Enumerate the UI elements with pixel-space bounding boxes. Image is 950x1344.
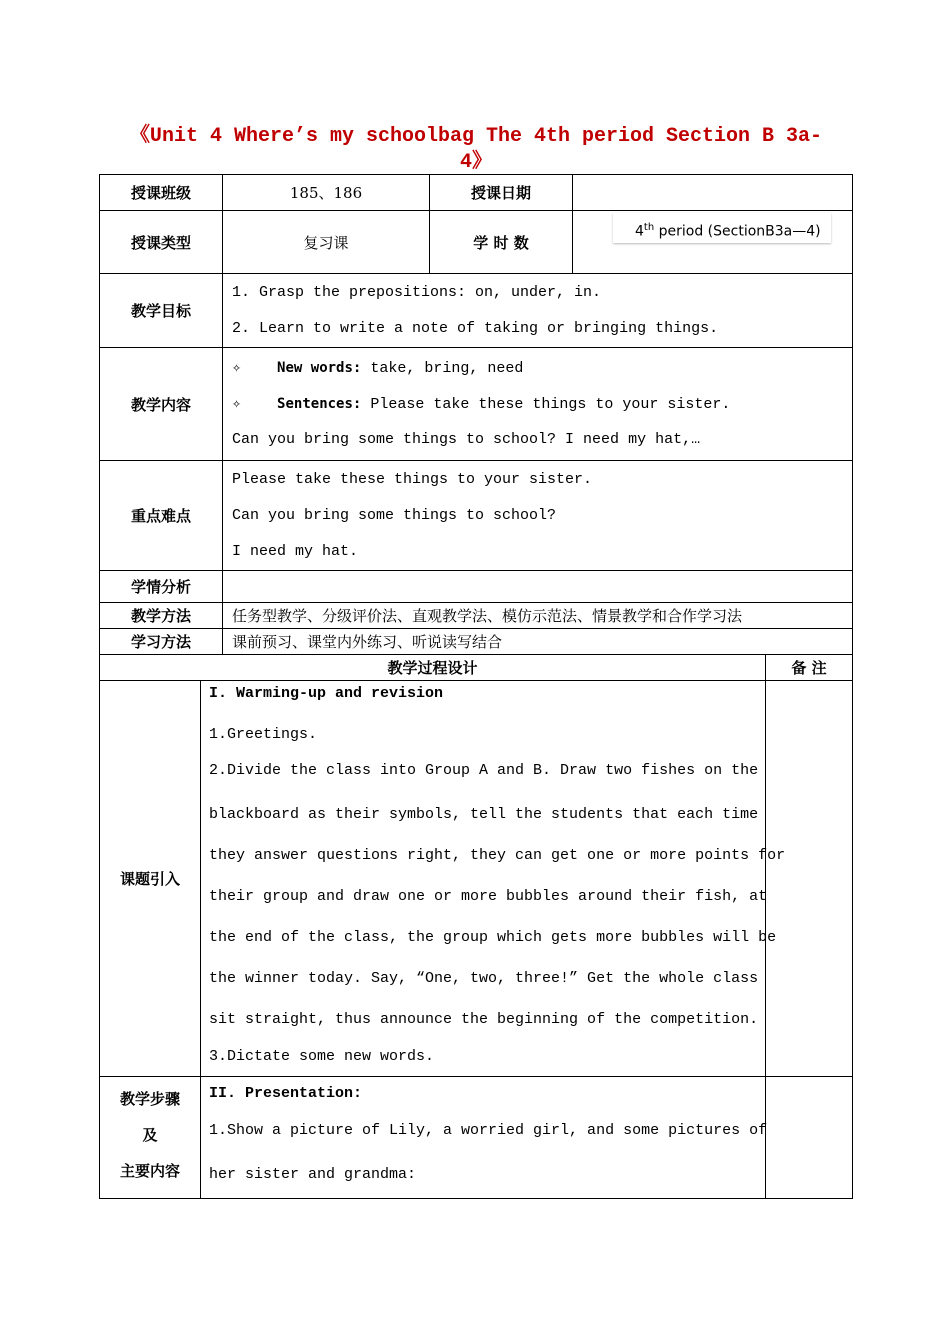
study-value: 课前预习、课堂内外练习、听说读写结合	[223, 629, 853, 655]
type-value: 复习课	[223, 211, 430, 274]
intro-body	[201, 681, 786, 1077]
key-body	[223, 461, 853, 571]
intro-line: blackboard as their symbols, tell the students that each time	[209, 806, 759, 823]
hours-value	[573, 211, 853, 274]
key-label: 重点难点	[100, 461, 223, 571]
analysis-label: 学情分析	[100, 571, 223, 603]
process-table	[99, 654, 853, 1199]
method-label: 教学方法	[100, 603, 223, 629]
intro-line: they answer questions right, they can get one or more points for	[209, 847, 786, 864]
method-value: 任务型教学、分级评价法、直观教学法、模仿示范法、情景教学和合作学习法	[223, 603, 853, 629]
goals-content	[223, 274, 853, 348]
goals-label: 教学目标	[100, 274, 223, 348]
intro-line: 2.Divide the class into Group A and B. Draw two fishes on the	[209, 762, 759, 779]
content-body	[223, 348, 853, 461]
analysis-value	[223, 571, 853, 603]
intro-line: sit straight, thus announce the beginning of the competition.	[209, 1011, 759, 1028]
bullet-icon: ✧	[232, 360, 242, 377]
content-line: Can you bring some things to school? I need my hat,…	[232, 431, 701, 448]
new-words-line: ✧ New words: take, bring, need	[232, 360, 524, 377]
steps-line: 1.Show a picture of Lily, a worried girl, and some pictures of	[209, 1122, 768, 1139]
content-label: 教学内容	[100, 348, 223, 461]
intro-label: 课题引入	[100, 681, 201, 1077]
steps-label: 教学步骤 及 主要内容	[100, 1077, 201, 1199]
intro-greet: 1.Greetings.	[209, 726, 318, 743]
notes-header: 备 注	[766, 655, 853, 681]
intro-line: their group and draw one or more bubbles around their fish, at	[209, 888, 768, 905]
hours-label: 学 时 数	[430, 211, 573, 274]
intro-dictate: 3.Dictate some new words.	[209, 1048, 435, 1065]
class-label: 授课班级	[100, 175, 223, 211]
goal-item: 1. Grasp the prepositions: on, under, in.	[232, 283, 602, 301]
steps-notes	[766, 1077, 853, 1199]
intro-notes	[766, 681, 853, 1077]
date-value	[573, 175, 853, 211]
document-title: 《Unit 4 Where’s my schoolbag The 4th period Section B 3a- 4》	[129, 125, 823, 174]
steps-body	[201, 1077, 766, 1199]
date-label: 授课日期	[430, 175, 573, 211]
process-header: 教学过程设计	[100, 655, 766, 681]
study-label: 学习方法	[100, 629, 223, 655]
period-note-image: 4th period (SectionB3a—4)	[613, 213, 831, 243]
intro-heading: I. Warming-up and revision	[209, 685, 444, 702]
intro-line: the end of the class, the group which gets more bubbles will be	[209, 929, 777, 946]
type-label: 授课类型	[100, 211, 223, 274]
lesson-info-table	[99, 174, 853, 655]
key-item: I need my hat.	[232, 542, 359, 560]
key-item: Can you bring some things to school?	[232, 506, 557, 524]
bullet-icon: ✧	[232, 396, 242, 413]
sentences-line: ✧ Sentences: Please take these things to your sister.	[232, 396, 731, 413]
key-item: Please take these things to your sister.	[232, 470, 593, 488]
intro-line: the winner today. Say, “One, two, three!” Get the whole class	[209, 970, 759, 987]
steps-line: her sister and grandma:	[209, 1166, 417, 1183]
steps-heading: II. Presentation:	[209, 1085, 363, 1102]
goal-item: 2. Learn to write a note of taking or bringing things.	[232, 319, 719, 337]
class-value: 185、186	[223, 175, 430, 211]
